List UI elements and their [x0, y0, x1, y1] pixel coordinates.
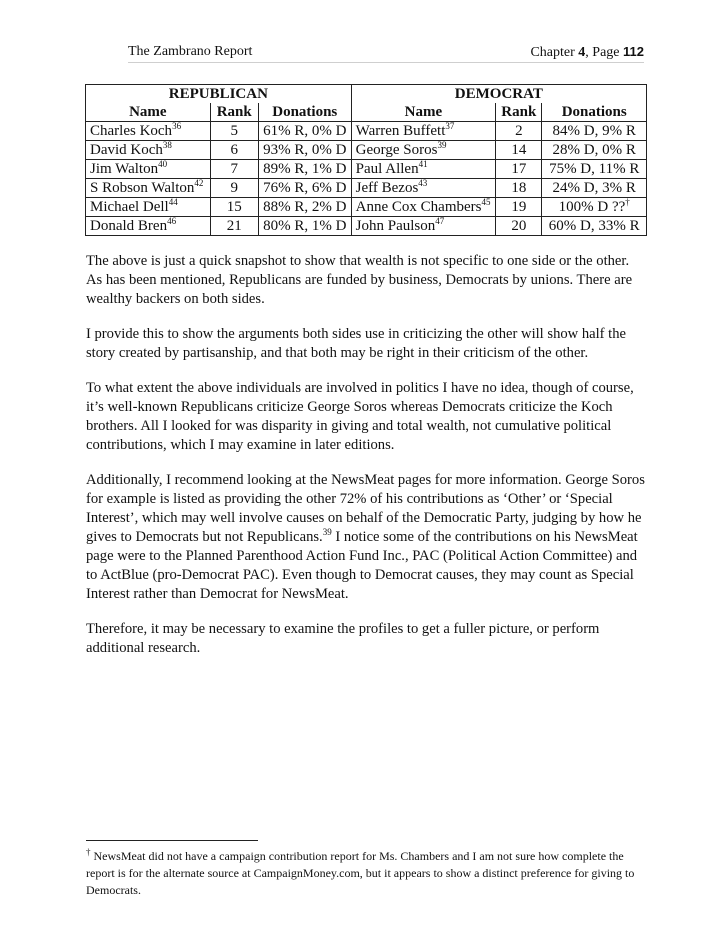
footnote-ref: 38 — [162, 140, 172, 150]
report-title: The Zambrano Report — [128, 44, 253, 59]
col-d-rank: Rank — [496, 103, 542, 122]
paragraph: I provide this to show the arguments both sides use in criticizing the other will show half the story created by partisanship, and that both may be right in their criticism of the other. — [86, 326, 627, 361]
d-name-cell: Warren Buffett$^{37}$ — [351, 122, 496, 141]
r-donations-cell: 88% R, 2% D — [258, 198, 351, 217]
d-donations-cell: 24% D, 3% R — [542, 179, 647, 198]
footnote-ref: 36 — [172, 121, 182, 131]
d-rank-cell: 17 — [496, 160, 542, 179]
footnote-ref: 39 — [437, 140, 447, 150]
col-r-rank: Rank — [210, 103, 258, 122]
r-name-cell: S Robson Walton$^{42}$ — [86, 179, 211, 198]
table-row — [86, 141, 647, 160]
page-number: 112 — [623, 44, 644, 59]
r-donations-cell: 93% R, 0% D — [258, 141, 351, 160]
paragraph: To what extent the above individuals are involved in politics I have no idea, though of course, it’s well-known Republicans criticize George Soros whereas Democrats criticize the Koch brothers. All I looked for was disparity in giving and total wealth, not cumulative political contributions, which I may examine in later editions. — [86, 380, 634, 453]
footnote — [86, 848, 646, 899]
footnote-ref: 40 — [158, 159, 168, 169]
r-rank-cell: 9 — [210, 179, 258, 198]
col-d-name: Name — [351, 103, 496, 122]
r-donations-cell: 80% R, 1% D — [258, 217, 351, 236]
col-r-donations: Donations — [258, 103, 351, 122]
footnote-divider — [86, 840, 258, 841]
donor-comparison-table — [85, 84, 647, 236]
footnote-ref: 46 — [167, 216, 177, 226]
col-r-name: Name — [86, 103, 211, 122]
r-rank-cell: 7 — [210, 160, 258, 179]
r-donations-cell: 89% R, 1% D — [258, 160, 351, 179]
r-name-cell: David Koch$^{38}$ — [86, 141, 211, 160]
group-header-row — [86, 85, 647, 104]
paragraph: The above is just a quick snapshot to show that wealth is not specific to one side or the other. As has been mentioned, Republicans are funded by business, Democrats by unions. There are wealthy backers on both sides. — [86, 253, 633, 307]
table-row — [86, 160, 647, 179]
d-donations-cell: 75% D, 11% R — [542, 160, 647, 179]
group-republican: REPUBLICAN — [86, 85, 352, 104]
column-header-row — [86, 103, 647, 122]
d-donations-cell: 60% D, 33% R — [542, 217, 647, 236]
dagger-mark: † — [625, 197, 630, 207]
r-donations-cell: 76% R, 6% D — [258, 179, 351, 198]
footnote-ref: 43 — [418, 178, 428, 188]
d-name-cell: Anne Cox Chambers$^{45}$ — [351, 198, 496, 217]
r-rank-cell: 15 — [210, 198, 258, 217]
paragraph: Additionally, I recommend looking at the NewsMeat pages for more information. George Soros for example is listed as providing the other 72% of his contributions as ‘Other’ or ‘Special Interest’, which may well involve causes on behalf of the Democratic Party, judging by how he gives to Democrats but not Republicans.$^{39}$ I notice some of the contributions on his NewsMeat page were to the Planned Parenthood Action Fund Inc., PAC (Political Action Committee) and to ActBlue (pro-Democrat PAC). Even though to Democrat causes, they may count as Special Interest rather than Democrat for NewsMeat. — [86, 472, 645, 602]
footnote-ref: 44 — [168, 197, 178, 207]
r-rank-cell: 5 — [210, 122, 258, 141]
r-name-cell: Michael Dell$^{44}$ — [86, 198, 211, 217]
d-rank-cell: 18 — [496, 179, 542, 198]
d-donations-cell: 84% D, 9% R — [542, 122, 647, 141]
d-rank-cell: 2 — [496, 122, 542, 141]
d-name-cell: Jeff Bezos$^{43}$ — [351, 179, 496, 198]
group-democrat: DEMOCRAT — [351, 85, 646, 104]
footnote-ref: 45 — [481, 197, 491, 207]
d-rank-cell: 20 — [496, 217, 542, 236]
d-donations-cell: 100% D ??† — [542, 198, 647, 217]
d-donations-cell: 28% D, 0% R — [542, 141, 647, 160]
table-row — [86, 217, 647, 236]
d-name-cell: John Paulson$^{47}$ — [351, 217, 496, 236]
r-name-cell: Donald Bren$^{46}$ — [86, 217, 211, 236]
d-name-cell: Paul Allen$^{41}$ — [351, 160, 496, 179]
footnote-ref: 37 — [445, 121, 455, 131]
chapter-page-label — [530, 44, 644, 61]
footnote-text: NewsMeat did not have a campaign contribution report for Ms. Chambers and I am not sure how complete the report is for the alternate source at CampaignMoney.com, but it appears to show a distinct preference for giving to Democrats. — [86, 849, 635, 897]
body-text — [86, 252, 646, 674]
r-name-cell: Charles Koch$^{36}$ — [86, 122, 211, 141]
table-row — [86, 179, 647, 198]
table-row — [86, 122, 647, 141]
page-prefix: , Page — [585, 45, 624, 60]
r-rank-cell: 6 — [210, 141, 258, 160]
table-row — [86, 198, 647, 217]
footnote-ref: 39 — [322, 527, 332, 538]
d-name-cell: George Soros$^{39}$ — [351, 141, 496, 160]
footnote-ref: 42 — [194, 178, 204, 188]
chapter-prefix: Chapter — [530, 45, 579, 60]
d-rank-cell: 14 — [496, 141, 542, 160]
page-header — [128, 40, 644, 63]
d-rank-cell: 19 — [496, 198, 542, 217]
chapter-number: 4 — [578, 45, 586, 60]
r-rank-cell: 21 — [210, 217, 258, 236]
r-donations-cell: 61% R, 0% D — [258, 122, 351, 141]
col-d-donations: Donations — [542, 103, 647, 122]
paragraph: Therefore, it may be necessary to examine the profiles to get a fuller picture, or perform additional research. — [86, 621, 600, 656]
footnote-ref: 41 — [418, 159, 428, 169]
dagger-mark: † — [86, 847, 91, 857]
footnote-ref: 47 — [435, 216, 445, 226]
r-name-cell: Jim Walton$^{40}$ — [86, 160, 211, 179]
